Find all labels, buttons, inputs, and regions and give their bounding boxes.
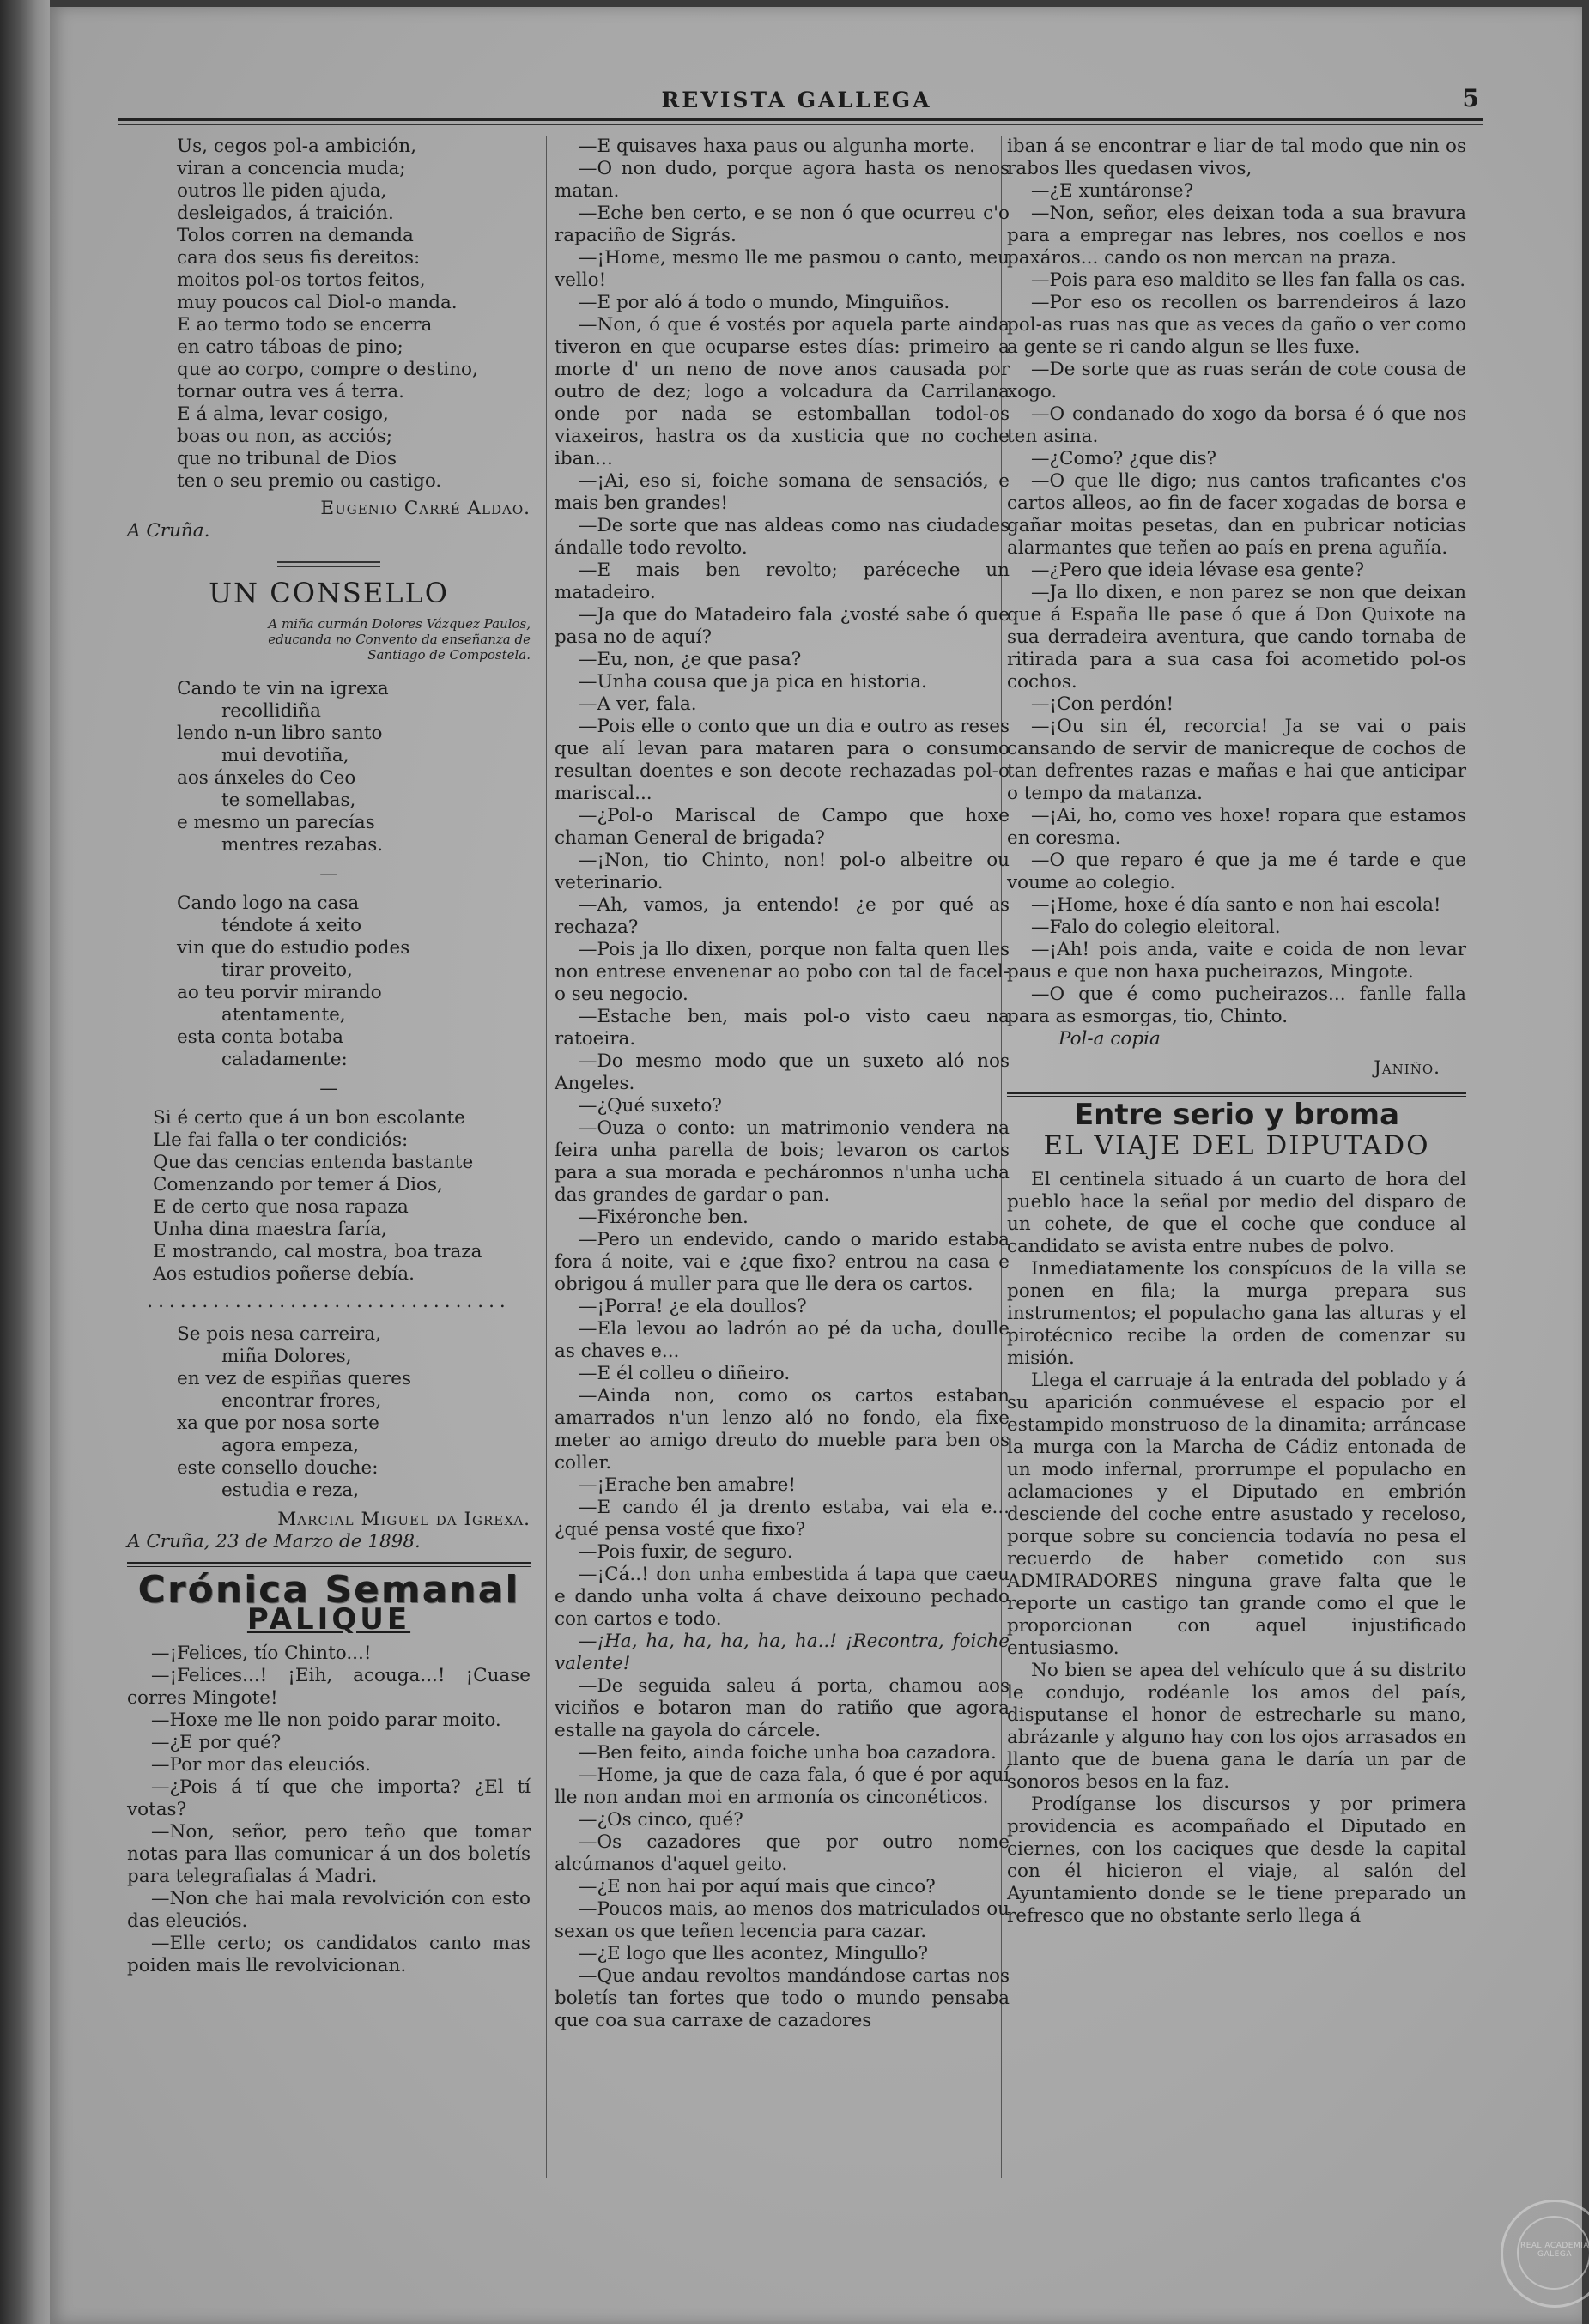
verse-line: te somellabas, bbox=[221, 790, 356, 811]
dialogue-paragraph: —Eu, non, ¿e que pasa? bbox=[579, 649, 802, 670]
dialogue-paragraph: —¡Porra! ¿e ela doullos? bbox=[579, 1296, 807, 1317]
dialogue-paragraph: —Ah, vamos, ja entendo! ¿e por qué as rechaza? bbox=[555, 894, 1010, 938]
dialogue-paragraph: —¿Os cinco, qué? bbox=[579, 1809, 743, 1831]
dialogue-paragraph: —Fixéronche ben. bbox=[579, 1207, 749, 1228]
verse-line: viran a concencia muda; bbox=[177, 158, 406, 179]
book-binding bbox=[0, 0, 50, 2324]
verse-line: Lle fai falla o ter condiciós: bbox=[153, 1129, 409, 1151]
separator-rule bbox=[127, 551, 531, 573]
verse-line: recollidiña bbox=[221, 700, 321, 722]
dialogue-paragraph: —E quisaves haxa paus ou algunha morte. bbox=[579, 136, 975, 157]
section-rule-thin bbox=[127, 1566, 531, 1567]
dialogue-paragraph: —De sorte que as ruas serán de cote cousa de xogo. bbox=[1007, 359, 1466, 402]
copia-line: Pol-a copia bbox=[1058, 1028, 1161, 1050]
cronica-heading: Crónica Semanal bbox=[137, 1568, 520, 1612]
verse-line: E á alma, levar cosigo, bbox=[177, 403, 389, 425]
dialogue-paragraph: —Pois para eso maldito se lles fan falla os cas. bbox=[1031, 269, 1466, 291]
dialogue-paragraph: —¡Felices, tío Chinto...! bbox=[151, 1643, 372, 1664]
verse-line: Unha dina maestra faría, bbox=[153, 1219, 387, 1240]
verse-line: este consello douche: bbox=[177, 1457, 379, 1479]
verse-line: mentres rezabas. bbox=[221, 834, 384, 856]
dotted-separator: ................................. bbox=[147, 1291, 511, 1312]
poem-stanzas bbox=[127, 136, 531, 493]
article-paragraph: Prodíganse los discursos y por primera providencia es acompañado el Diputado en ciernes, con los caciques que desde la capital con él hicieron el viaje, al salón del Ayuntamiento donde se le tiene preparado un refresco que no obstante serlo llega á bbox=[1007, 1794, 1466, 1927]
dialogue-paragraph: —¿Qué suxeto? bbox=[579, 1095, 722, 1117]
dialogue-paragraph: —¡Ai, eso si, foiche somana de sensaciós, e mais ben grandes! bbox=[555, 470, 1010, 514]
dialogue-paragraph: —E él colleu o diñeiro. bbox=[579, 1363, 791, 1384]
verse-line: Aos estudios poñerse debía. bbox=[153, 1263, 415, 1285]
dialogue-paragraph: —¡Home, mesmo lle me pasmou o canto, meu vello! bbox=[555, 247, 1010, 291]
section-rule-thin bbox=[1007, 1096, 1466, 1097]
dialogue-paragraph: —Non, ó que é vostés por aquela parte ainda tiveron en que ocuparse estes días: primeiro a morte d' un neno de nove anos causada por outro de dez; logo a volcadura da Carrilana onde por nada se estomballan todol-os viaxeiros, hastra os da xusticia que no coche iban... bbox=[555, 314, 1010, 469]
section-title: UN CONSELLO bbox=[209, 577, 449, 609]
dialogue-paragraph: —O que é como pucheirazos... fanlle falla para as esmorgas, tio, Chinto. bbox=[1007, 983, 1466, 1027]
verse-line: Comenzando por temer á Dios, bbox=[153, 1174, 443, 1195]
dialogue-paragraph: —Non che hai mala revolvición con esto das eleuciós. bbox=[127, 1888, 531, 1932]
dialogue-paragraph: —¿E logo que lles acontez, Mingullo? bbox=[579, 1943, 929, 1964]
verse-line: Si é certo que á un bon escolante bbox=[153, 1107, 465, 1129]
dialogue-paragraph: —Pois fuxir, de seguro. bbox=[579, 1541, 793, 1563]
dialogue-paragraph: —Do mesmo modo que un suxeto aló nos Angeles. bbox=[555, 1050, 1010, 1094]
dialogue-paragraph: —¿Pol-o Mariscal de Campo que hoxe chaman General de brigada? bbox=[555, 805, 1010, 849]
dialogue-paragraph: —¡Ai, ho, como ves hoxe! ropara que estamos en coresma. bbox=[1007, 805, 1466, 849]
dialogue-paragraph: —E cando él ja drento estaba, vai ela e... ¿qué pensa vosté que fixo? bbox=[555, 1497, 1010, 1540]
verse-line: caladamente: bbox=[221, 1049, 348, 1070]
verse-line: Cando te vin na igrexa bbox=[177, 678, 389, 699]
dialogue-paragraph: —¡Home, hoxe é día santo e non hai escola! bbox=[1031, 894, 1441, 916]
poem-stanza-1 bbox=[127, 678, 531, 856]
dialogue-paragraph: —Estache ben, mais pol-o visto caeu na ratoeira. bbox=[555, 1006, 1010, 1050]
verse-line: ao teu porvir mirando bbox=[177, 982, 382, 1003]
dialogue-paragraph: —E mais ben revolto; paréceche un matadeiro. bbox=[555, 560, 1010, 603]
verse-line: atentamente, bbox=[221, 1004, 346, 1026]
dialogue-paragraph: —De seguida saleu á porta, chamou aos viciños e botaron man do ratiño que agora estalle na gayola do cárcele. bbox=[555, 1675, 1010, 1741]
running-title: REVISTA GALLEGA bbox=[661, 88, 932, 112]
section-rule bbox=[1007, 1092, 1466, 1094]
dialogue-paragraph: —Unha cousa que ja pica en historia. bbox=[579, 671, 927, 693]
article-paragraph: El centinela situado á un cuarto de hora del pueblo hace la señal por medio del disparo de un cohete, de que el coche que conduce al candidato se avista entre nubes de polvo. bbox=[1007, 1169, 1466, 1257]
dialogue-paragraph: —Pois ja llo dixen, porque non falta quen lles non entrese envenenar ao pobo con tal de facel-o seu negocio. bbox=[555, 939, 1010, 1005]
dialogue-paragraph: —O que lle digo; nus cantos traficantes c'os cartos alleos, ao fin de facer xogadas de borsa e gañar moitas pesetas, dan en pubricar noticias alarmantes que teñen ao país en prena aguñía. bbox=[1007, 470, 1466, 559]
palique-heading: PALIQUE bbox=[246, 1602, 411, 1637]
verse-line: esta conta botaba bbox=[177, 1026, 343, 1048]
dialogue-paragraph: —Por mor das eleuciós. bbox=[151, 1754, 371, 1776]
dialogue-paragraph: —Falo do colegio eleitoral. bbox=[1031, 917, 1281, 938]
verse-line: outros lle piden ajuda, bbox=[177, 180, 387, 202]
header-rule-thin bbox=[118, 124, 1483, 125]
verse-line: en catro táboas de pino; bbox=[177, 336, 403, 358]
author-signature: Janiño. bbox=[1374, 1057, 1440, 1079]
dialogue-paragraph: —¿E non hai por aquí mais que cinco? bbox=[579, 1876, 936, 1897]
dialogue-paragraph: —Ainda non, como os cartos estaban amarrados n'un lenzo aló no fondo, ela fixe meter ao amigo dreuto do mueble para ben os coller. bbox=[555, 1385, 1010, 1474]
dialogue-paragraph: —¡Erache ben amabre! bbox=[579, 1474, 796, 1496]
column-3 bbox=[1007, 136, 1466, 1928]
verse-line: que ao corpo, compre o destino, bbox=[177, 359, 478, 380]
dialogue-paragraph: —¡Cá..! don unha embestida á tapa que caeu e dando unha volta á chave deixouno pechado con cartos e todo. bbox=[555, 1564, 1010, 1630]
dialogue-paragraph: —A ver, fala. bbox=[579, 693, 697, 715]
verse-line: boas ou non, as acciós; bbox=[177, 426, 393, 447]
verse-line: Cando logo na casa bbox=[177, 893, 360, 914]
dialogue-paragraph: —O que reparo é que ja me é tarde e que voume ao colegio. bbox=[1007, 850, 1466, 893]
stanza-separator: — bbox=[319, 1078, 338, 1099]
stanza-separator: — bbox=[319, 863, 338, 885]
dialogue-paragraph: —Pois elle o conto que un dia e outro as reses que alí levan para mataren para o consumo resultan doentes e son decote rechazadas pol-o mariscal... bbox=[555, 716, 1010, 804]
verse-line: miña Dolores, bbox=[221, 1346, 352, 1367]
verse-line: estudia e reza, bbox=[221, 1480, 360, 1501]
dialogue-paragraph: —Non, señor, pero teño que tomar notas para llas comunicar á un dos boletís para telegrafialas á Madri. bbox=[127, 1821, 531, 1887]
verse-line: cara dos seus fis dereitos: bbox=[177, 247, 421, 269]
verse-line: mui devotiña, bbox=[221, 745, 349, 766]
verse-line: tirar proveito, bbox=[221, 959, 353, 981]
dialogue-paragraph: —¡Ha, ha, ha, ha, ha, ha..! ¡Recontra, foiche valente! bbox=[555, 1631, 1010, 1674]
viaje-heading: EL VIAJE DEL DIPUTADO bbox=[1043, 1130, 1430, 1161]
dialogue-paragraph: —E por aló á todo o mundo, Minguiños. bbox=[579, 292, 950, 313]
dialogue-paragraph: —O condanado do xogo da borsa é ó que nos ten asina. bbox=[1007, 403, 1466, 447]
dialogue-paragraph: —¿Pois á tí que che importa? ¿El tí votas? bbox=[127, 1776, 531, 1820]
section-rule bbox=[127, 1562, 531, 1564]
dialogue-paragraph: —¿Como? ¿que dis? bbox=[1031, 448, 1217, 469]
dialogue-paragraph: —¡Con perdón! bbox=[1031, 693, 1174, 715]
poem-stanza-2 bbox=[127, 893, 531, 1071]
seal-text: REAL ACADEMIA GALEGA bbox=[1519, 2242, 1589, 2259]
verse-line: E mostrando, cal mostra, boa traza bbox=[153, 1241, 482, 1262]
dialogue-paragraph: —Ela levou ao ladrón ao pé da ucha, doulle as chaves e... bbox=[555, 1318, 1010, 1362]
dialogue-paragraph: —Eche ben certo, e se non ó que ocurreu c'o rapaciño de Sigrás. bbox=[555, 203, 1010, 246]
verse-line: encontrar frores, bbox=[221, 1390, 382, 1412]
dialogue-paragraph: —Ja llo dixen, e non parez se non que deixan que á España lle pase ó que á Don Quixote na sua derradeira aventura, que cando tornaba de ritirada para a sua casa foi acometido pol-os cochos. bbox=[1007, 582, 1466, 693]
dialogue-paragraph: —¿E xuntáronse? bbox=[1031, 180, 1194, 202]
article-paragraph: No bien se apea del vehículo que á su distrito le condujo, rodéanle los amos del país, disputanse el honor de estrecharle su mano, abrázanle y alguno hay con los ojos arrasados en llanto que de buena gana le daría un par de sonoros besos en la faz. bbox=[1007, 1660, 1466, 1793]
place-date-line: A Cruña, 23 de Marzo de 1898. bbox=[127, 1531, 421, 1552]
dialogue-paragraph: —Por eso os recollen os barrendeiros á lazo pol-as ruas nas que as veces da gaño o ver como a gente se ri cando algun se lles fuxe. bbox=[1007, 292, 1466, 358]
article-paragraph: Inmediatamente los conspícuos de la villa se ponen en fila; la murga prepara sus instrumentos; el populacho gana las alturas y el pirotécnico recibe la orden de comenzar su misión. bbox=[1007, 1258, 1466, 1369]
poem-stanza-4 bbox=[127, 1323, 531, 1502]
verse-line: Se pois nesa carreira, bbox=[177, 1323, 381, 1345]
dedication: A miña curmán Dolores Vázquez Paulos, educanda no Convento da enseñanza de Santiago de Compostela. bbox=[268, 616, 531, 663]
verse-line: Que das cencias entenda bastante bbox=[153, 1152, 474, 1173]
page-number: 5 bbox=[1462, 84, 1479, 112]
verse-line: tornar outra ves á terra. bbox=[177, 381, 404, 402]
dialogue-paragraph: —Elle certo; os candidatos canto mas poiden mais lle revolvicionan. bbox=[127, 1933, 531, 1976]
verse-line: agora empeza, bbox=[221, 1435, 360, 1456]
verse-line: e mesmo un parecías bbox=[177, 812, 375, 833]
column-1 bbox=[127, 136, 531, 1977]
verse-line: lendo n-un libro santo bbox=[177, 723, 383, 744]
dialogue-paragraph: —¿E por qué? bbox=[151, 1732, 282, 1753]
verse-line: E de certo que nosa rapaza bbox=[153, 1196, 409, 1218]
dialogue-paragraph: —Poucos mais, ao menos dos matriculados ou sexan os que teñen lecencia para cazar. bbox=[555, 1898, 1010, 1942]
verse-line: vin que do estudio podes bbox=[177, 937, 410, 959]
author-signature: Eugenio Carré Aldao. bbox=[320, 498, 531, 519]
verse-line: xa que por nosa sorte bbox=[177, 1413, 379, 1434]
entre-serio-heading: Entre serio y broma bbox=[1073, 1098, 1400, 1132]
dialogue-paragraph: —Ben feito, ainda foiche unha boa cazadora. bbox=[579, 1742, 997, 1764]
place-line: A Cruña. bbox=[127, 520, 210, 542]
verse-line: muy poucos cal Diol-o manda. bbox=[177, 292, 458, 313]
column-divider bbox=[546, 136, 547, 2178]
column-2 bbox=[555, 136, 1010, 2032]
dialogue-paragraph: —¿Pero que ideia lévase esa gente? bbox=[1031, 560, 1365, 581]
verse-line: téndote á xeito bbox=[221, 915, 362, 936]
verse-line: aos ánxeles do Ceo bbox=[177, 767, 356, 789]
newspaper-page bbox=[50, 7, 1589, 2324]
dialogue-paragraph: —Os cazadores que por outro nome alcúmanos d'aquel geito. bbox=[555, 1831, 1010, 1875]
dialogue-paragraph: —O non dudo, porque agora hasta os nenos matan. bbox=[555, 158, 1010, 202]
dialogue-paragraph: iban á se encontrar e liar de tal modo que nin os rabos lles quedasen vivos, bbox=[1007, 136, 1466, 179]
verse-line: en vez de espiñas queres bbox=[177, 1368, 412, 1389]
dialogue-paragraph: —¡Ah! pois anda, vaite e coida de non levar paus e que non haxa pucheirazos, Mingote. bbox=[1007, 939, 1466, 983]
poem-stanza-3 bbox=[127, 1107, 531, 1286]
dialogue-paragraph: —Ja que do Matadeiro fala ¿vosté sabe ó que pasa no de aquí? bbox=[555, 604, 1010, 648]
verse-line: Tolos corren na demanda bbox=[177, 225, 414, 246]
verse-line: desleigados, á traición. bbox=[177, 203, 394, 224]
header-rule bbox=[118, 118, 1483, 121]
dialogue-paragraph: —De sorte que nas aldeas como nas ciudades ándalle todo revolto. bbox=[555, 515, 1010, 559]
dialogue-paragraph: —Que andau revoltos mandándose cartas nos boletís tan fortes que todo o mundo pensaba que coa sua carraxe de cazadores bbox=[555, 1965, 1010, 2031]
dialogue-paragraph: —¡Ou sin él, recorcia! Ja se vai o pais cansando de servir de manicreque de cochos de tan defrentes razas e mañas e hai que anticipar o tempo da matanza. bbox=[1007, 716, 1466, 804]
dialogue-paragraph: —Pero un endevido, cando o marido estaba fora á noite, vai e ¿que fixo? entrou na casa e obrigou á muller para que lle dera os cartos. bbox=[555, 1229, 1010, 1295]
dialogue-paragraph: —Ouza o conto: un matrimonio vendera na feira unha parella de bois; levaron os cartos para a sua morada e pecháronnos n'unha ucha das grandes de gardar o pan. bbox=[555, 1117, 1010, 1206]
author-signature: Marcial Miguel da Igrexa. bbox=[277, 1509, 531, 1530]
dialogue-paragraph: —¡Non, tio Chinto, non! pol-o albeitre ou veterinario. bbox=[555, 850, 1010, 893]
dialogue-paragraph: —Non, señor, eles deixan toda a sua bravura para a empregar nas lebres, nos coellos e nos paxáros... cando os non mercan na praza. bbox=[1007, 203, 1466, 269]
dialogue-paragraph: —Home, ja que de caza fala, ó que é por aquí lle non andan moi en armonía os cinconéticos. bbox=[555, 1764, 1010, 1808]
dialogue-paragraph: —¡Felices...! ¡Eih, acouga...! ¡Cuase corres Mingote! bbox=[127, 1665, 531, 1709]
verse-line: que no tribunal de Dios bbox=[177, 448, 397, 469]
article-paragraph: Llega el carruaje á la entrada del poblado y á su aparición conmuévese el espacio por el estampido monstruoso de la dinamita; arráncase la murga con la Marcha de Cádiz entonada de un modo infernal, prorrumpe el populacho en aclamaciones y el Diputado en embrión desciende del coche entre asustado y receloso, porque sobre su conciencia todavía no pesa el recuerdo de haber cometido con sus ADMIRADORES ninguna grave falta que le reporte un castigo tan grande como el que le proporcionan con aquel injustificado entusiasmo. bbox=[1007, 1370, 1466, 1659]
verse-line: Us, cegos pol-a ambición, bbox=[177, 136, 417, 157]
verse-line: E ao termo todo se encerra bbox=[177, 314, 433, 336]
academy-seal-stamp bbox=[1501, 2200, 1589, 2308]
verse-line: moitos pol-os tortos feitos, bbox=[177, 269, 426, 291]
dialogue-paragraph: —Hoxe me lle non poido parar moito. bbox=[151, 1710, 501, 1731]
verse-line: ten o seu premio ou castigo. bbox=[177, 470, 442, 492]
